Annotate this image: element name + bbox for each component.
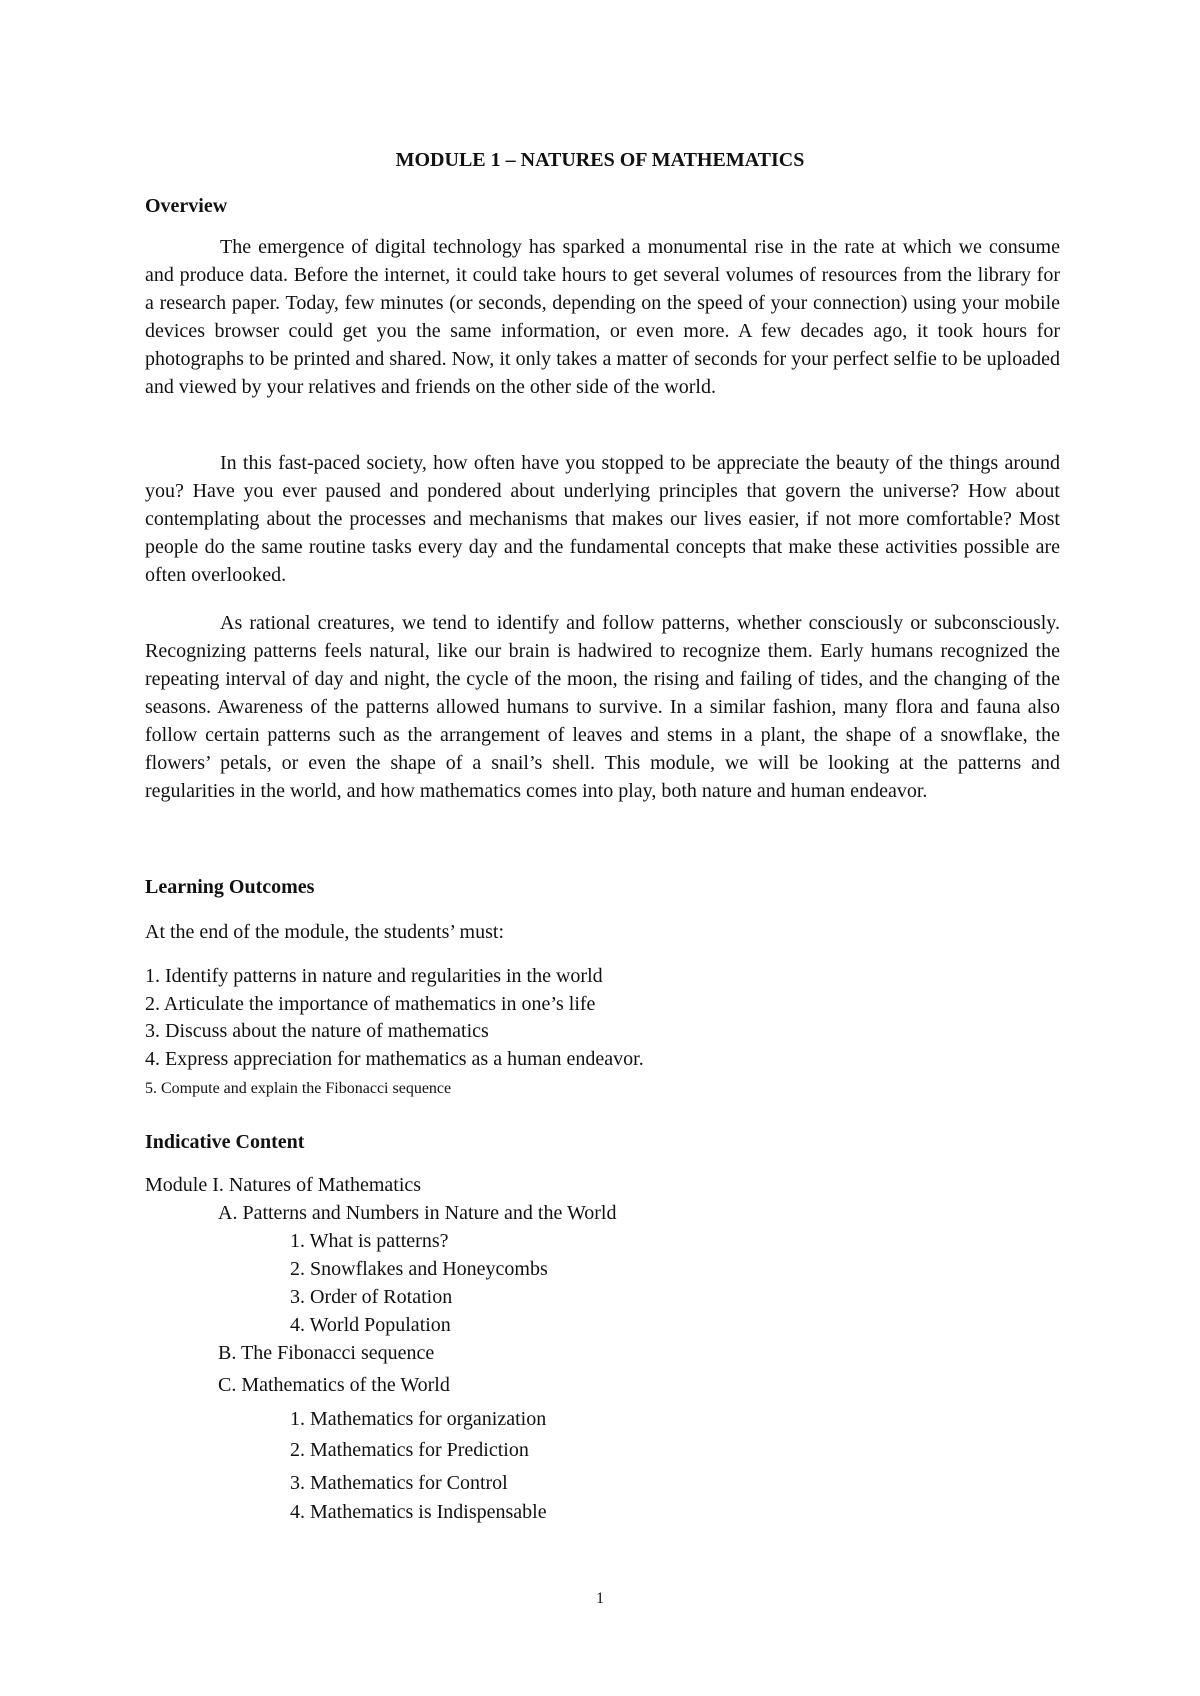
outcome-item: 4. Express appreciation for mathematics as a human endeavor. [145, 1048, 644, 1070]
section-c-item: 4. Mathematics is Indispensable [290, 1501, 547, 1523]
section-c: C. Mathematics of the World [218, 1374, 450, 1396]
section-c-item: 1. Mathematics for organization [290, 1408, 547, 1430]
indicative-content-heading: Indicative Content [145, 1131, 305, 1153]
page-number: 1 [596, 1590, 604, 1607]
section-b: B. The Fibonacci sequence [218, 1342, 435, 1364]
outcome-item: 3. Discuss about the nature of mathematics [145, 1020, 489, 1042]
overview-heading: Overview [145, 195, 228, 217]
module-line: Module I. Natures of Mathematics [145, 1174, 422, 1196]
section-a: A. Patterns and Numbers in Nature and the World [218, 1202, 617, 1224]
outcome-item: 2. Articulate the importance of mathematics in one’s life [145, 993, 596, 1015]
section-a-item: 3. Order of Rotation [290, 1286, 453, 1308]
section-a-item: 4. World Population [290, 1314, 451, 1336]
overview-paragraph-2: In this fast-paced society, how often have you stopped to be appreciate the beauty of the things around you? Have you ever paused and pondered about underlying principles that govern the universe? How about contemplating about the processes and mechanisms that makes our lives easier, if not more comfortable? Most people do the same routine tasks every day and the fundamental concepts that make these activities possible are often overlooked. [145, 452, 1060, 586]
section-a-item: 2. Snowflakes and Honeycombs [290, 1258, 548, 1280]
outcome-item: 5. Compute and explain the Fibonacci sequence [145, 1080, 452, 1097]
learning-outcomes-heading: Learning Outcomes [145, 876, 315, 898]
section-a-item: 1. What is patterns? [290, 1230, 449, 1252]
section-c-item: 2. Mathematics for Prediction [290, 1439, 529, 1461]
section-c-item: 3. Mathematics for Control [290, 1472, 508, 1494]
outcome-item: 1. Identify patterns in nature and regularities in the world [145, 965, 603, 987]
learning-outcomes-intro: At the end of the module, the students’ must: [145, 921, 505, 943]
overview-paragraph-1: The emergence of digital technology has sparked a monumental rise in the rate at which we consume and produce data. Before the internet, it could take hours to get several volumes of resources from the library for a research paper. Today, few minutes (or seconds, depending on the speed of your connection) using your mobile devices browser could get you the same information, or even more. A few decades ago, it took hours for photographs to be printed and shared. Now, it only takes a matter of seconds for your perfect selfie to be uploaded and viewed by your relatives and friends on the other side of the world. [145, 236, 1060, 398]
module-title: MODULE 1 – NATURES OF MATHEMATICS [395, 149, 805, 171]
overview-paragraph-3: As rational creatures, we tend to identify and follow patterns, whether consciously or subconsciously. Recognizing patterns feels natural, like our brain is hadwired to recognize them. Early humans recognized the repeating interval of day and night, the cycle of the moon, the rising and failing of tides, and the changing of the seasons. Awareness of the patterns allowed humans to survive. In a similar fashion, many flora and fauna also follow certain patterns such as the arrangement of leaves and stems in a plant, the shape of a snowflake, the flowers’ petals, or even the shape of a snail’s shell. This module, we will be looking at the patterns and regularities in the world, and how mathematics comes into play, both nature and human endeavor. [145, 612, 1060, 802]
